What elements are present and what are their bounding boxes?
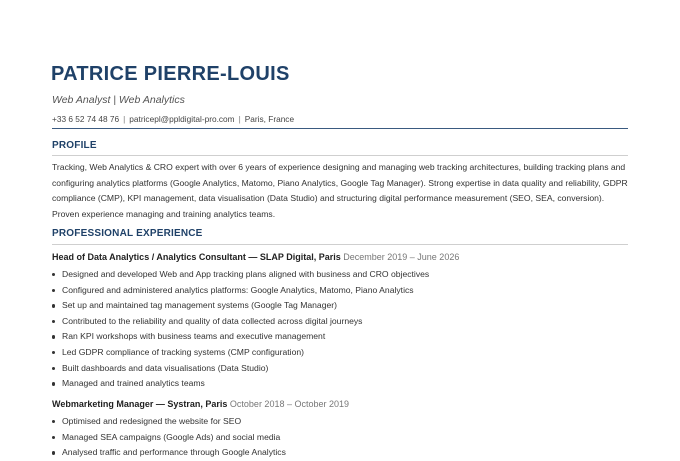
bullet-icon <box>52 289 55 292</box>
job-dates: October 2018 – October 2019 <box>229 399 350 409</box>
bullet-icon <box>52 451 55 454</box>
bullet-icon <box>52 304 55 307</box>
list-item: Designed and developed Web and App tracking plans aligned with business and CRO objectives <box>52 267 622 283</box>
contact-separator: | <box>123 114 126 124</box>
experience-section-divider <box>52 244 628 245</box>
candidate-name: PATRICE PIERRE-LOUIS <box>51 63 290 85</box>
bullet-icon <box>52 320 55 323</box>
bullet-icon <box>52 382 55 385</box>
header-divider <box>52 128 628 129</box>
email-address[interactable]: patricepl@ppldigital-pro.com <box>129 114 235 124</box>
bullet-icon <box>52 436 55 439</box>
bullet-icon <box>52 420 55 423</box>
bullet-icon <box>52 335 55 338</box>
contact-separator: | <box>238 114 241 124</box>
profile-section-title: PROFILE <box>52 140 97 151</box>
job-heading <box>52 398 349 411</box>
phone-number: +33 6 52 74 48 76 <box>52 114 120 124</box>
list-item: Set up and maintained tag management systems (Google Tag Manager) <box>52 298 622 314</box>
list-item: Built dashboards and data visualisations (Data Studio) <box>52 361 622 377</box>
bullet-icon <box>52 351 55 354</box>
profile-section-divider <box>52 155 628 156</box>
list-item: Configured and administered analytics platforms: Google Analytics, Matomo, Piano Analytics <box>52 283 622 299</box>
bullet-icon <box>52 367 55 370</box>
job-role: Head of Data Analytics / Analytics Consultant — SLAP Digital, Paris <box>52 252 341 262</box>
list-item: Managed and trained analytics teams <box>52 376 622 392</box>
bullet-icon <box>52 273 55 276</box>
candidate-subtitle: Web Analyst | Web Analytics <box>52 94 185 106</box>
job-heading <box>52 251 459 264</box>
location: Paris, France <box>244 114 295 124</box>
job-bullet-list <box>52 267 622 392</box>
list-item: Analysed traffic and performance through Google Analytics <box>52 445 622 461</box>
job-role: Webmarketing Manager — Systran, Paris <box>52 399 228 409</box>
list-item: Managed SEA campaigns (Google Ads) and social media <box>52 430 622 446</box>
list-item: Ran KPI workshops with business teams and executive management <box>52 329 622 345</box>
job-dates: December 2019 – June 2026 <box>343 252 460 262</box>
experience-section-title: PROFESSIONAL EXPERIENCE <box>52 228 203 239</box>
job-bullet-list <box>52 414 622 461</box>
list-item: Led GDPR compliance of tracking systems (CMP configuration) <box>52 345 622 361</box>
list-item: Optimised and redesigned the website for SEO <box>52 414 622 430</box>
contact-line <box>52 113 294 125</box>
list-item: Contributed to the reliability and quality of data collected across digital journeys <box>52 314 622 330</box>
profile-summary: Tracking, Web Analytics & CRO expert with over 6 years of experience designing and managing web tracking architectures, building tracking plans and configuring analytics platforms (Google Analytics, Matomo, Piano Analytics, Google Tag Manager). Strong expertise in data quality and reliability, GDPR compliance (CMP), KPI management, data visualisation (Data Studio) and structuring digital performance measurement (SEO, SEA, conversion). Proven experience managing and training analytics teams. <box>52 162 628 219</box>
